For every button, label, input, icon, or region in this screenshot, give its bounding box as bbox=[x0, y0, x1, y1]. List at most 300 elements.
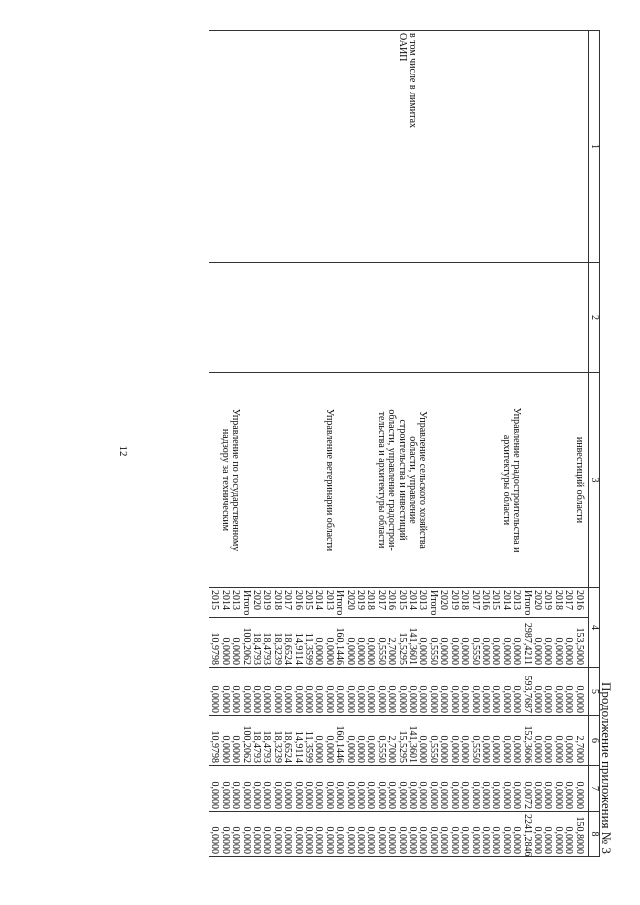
cell-year: 2019 bbox=[448, 588, 458, 618]
cell-col-5: 0,0000 bbox=[480, 668, 490, 716]
cell-col-8: 0,0000 bbox=[355, 812, 365, 857]
cell-col-3 bbox=[448, 373, 458, 588]
cell-col-8: 0,0000 bbox=[375, 812, 385, 857]
cell-col-6: 18,4793 bbox=[261, 716, 271, 766]
cell-col-6: 18,6524 bbox=[282, 716, 292, 766]
budget-table bbox=[209, 30, 600, 857]
cell-year: 2016 bbox=[573, 588, 583, 618]
cell-col-5: 0,0000 bbox=[511, 668, 521, 716]
cell-col-3 bbox=[552, 373, 562, 588]
cell-total: 10,9798 bbox=[209, 618, 219, 668]
cell-col-6: 15,5295 bbox=[396, 716, 406, 766]
cell-col-7: 0,0000 bbox=[365, 766, 375, 812]
cell-total: 18,3239 bbox=[271, 618, 281, 668]
cell-col-8: 0,0000 bbox=[396, 812, 406, 857]
cell-col-5: 0,0000 bbox=[448, 668, 458, 716]
cell-col-7: 0,0072 bbox=[521, 766, 531, 812]
cell-col-2 bbox=[313, 263, 323, 373]
cell-col-1 bbox=[251, 31, 261, 263]
cell-col-2 bbox=[344, 263, 354, 373]
cell-col-7: 0,0000 bbox=[386, 766, 396, 812]
header-col-2: 2 bbox=[588, 263, 599, 373]
cell-col-1 bbox=[428, 31, 438, 263]
cell-col-8: 0,0000 bbox=[282, 812, 292, 857]
cell-col-5: 0,0000 bbox=[303, 668, 313, 716]
cell-total: 0,0000 bbox=[438, 618, 448, 668]
cell-total: 0,0000 bbox=[490, 618, 500, 668]
cell-col-5: 0,0000 bbox=[438, 668, 448, 716]
cell-year: Итого bbox=[428, 588, 438, 618]
table-row bbox=[480, 31, 490, 857]
table-row bbox=[209, 31, 219, 857]
cell-col-5: 0,0000 bbox=[375, 668, 385, 716]
cell-total: 2987,4211 bbox=[521, 618, 531, 668]
cell-col-1 bbox=[563, 31, 573, 263]
cell-col-2 bbox=[511, 263, 521, 373]
cell-col-6: 0,5550 bbox=[375, 716, 385, 766]
cell-col-7: 0,0000 bbox=[355, 766, 365, 812]
cell-col-5: 0,0000 bbox=[490, 668, 500, 716]
cell-year: 2013 bbox=[323, 588, 333, 618]
header-col-6: 6 bbox=[588, 716, 599, 766]
cell-col-8: 0,0000 bbox=[365, 812, 375, 857]
cell-col-8: 0,0000 bbox=[344, 812, 354, 857]
cell-year: 2013 bbox=[230, 588, 240, 618]
cell-col-7: 0,0000 bbox=[251, 766, 261, 812]
cell-total: 0,0000 bbox=[417, 618, 427, 668]
cell-total: 0,0000 bbox=[542, 618, 552, 668]
cell-col-8: 0,0000 bbox=[542, 812, 552, 857]
cell-col-7: 0,0000 bbox=[480, 766, 490, 812]
cell-col-2 bbox=[282, 263, 292, 373]
cell-year: 2020 bbox=[532, 588, 542, 618]
cell-year: 2018 bbox=[552, 588, 562, 618]
cell-col-7: 0,0000 bbox=[334, 766, 344, 812]
table-row bbox=[292, 31, 302, 857]
table-row bbox=[219, 31, 229, 857]
cell-total: 160,1446 bbox=[334, 618, 344, 668]
cell-col-5: 0,0000 bbox=[386, 668, 396, 716]
cell-total: 0,0000 bbox=[552, 618, 562, 668]
table-row bbox=[261, 31, 271, 857]
cell-col-2 bbox=[303, 263, 313, 373]
cell-col-7: 0,0000 bbox=[417, 766, 427, 812]
cell-col-8: 0,0000 bbox=[563, 812, 573, 857]
cell-col-3 bbox=[365, 373, 375, 588]
cell-col-5: 0,0000 bbox=[334, 668, 344, 716]
cell-col-1 bbox=[240, 31, 250, 263]
cell-col-3: инвестиций области bbox=[573, 373, 583, 588]
cell-col-1 bbox=[323, 31, 333, 263]
cell-total: 0,0000 bbox=[500, 618, 510, 668]
cell-col-5: 0,0000 bbox=[563, 668, 573, 716]
cell-year: 2020 bbox=[344, 588, 354, 618]
cell-col-2 bbox=[500, 263, 510, 373]
cell-col-2 bbox=[542, 263, 552, 373]
cell-col-2 bbox=[230, 263, 240, 373]
cell-col-1: в том числе в лимитах bbox=[407, 31, 417, 263]
cell-col-6: 0,0000 bbox=[552, 716, 562, 766]
table-row bbox=[240, 31, 250, 857]
table-row bbox=[230, 31, 240, 857]
cell-col-2 bbox=[459, 263, 469, 373]
cell-col-8: 0,0000 bbox=[334, 812, 344, 857]
table-header bbox=[588, 31, 599, 857]
cell-col-2 bbox=[386, 263, 396, 373]
cell-col-7: 0,0000 bbox=[407, 766, 417, 812]
table-row bbox=[334, 31, 344, 857]
cell-col-8: 0,0000 bbox=[511, 812, 521, 857]
cell-col-1 bbox=[459, 31, 469, 263]
cell-col-7: 0,0000 bbox=[448, 766, 458, 812]
cell-col-8: 0,0000 bbox=[261, 812, 271, 857]
cell-col-1 bbox=[375, 31, 385, 263]
cell-col-1 bbox=[230, 31, 240, 263]
cell-col-3 bbox=[251, 373, 261, 588]
cell-col-5: 0,0000 bbox=[219, 668, 229, 716]
cell-col-5: 0,0000 bbox=[355, 668, 365, 716]
cell-col-5: 0,0000 bbox=[282, 668, 292, 716]
cell-col-7: 0,0000 bbox=[313, 766, 323, 812]
cell-col-1 bbox=[219, 31, 229, 263]
cell-total: 18,6524 bbox=[282, 618, 292, 668]
cell-col-8: 150,8000 bbox=[573, 812, 583, 857]
cell-year: 2014 bbox=[500, 588, 510, 618]
cell-col-8: 0,0000 bbox=[459, 812, 469, 857]
table-row bbox=[469, 31, 479, 857]
cell-col-8: 0,0000 bbox=[448, 812, 458, 857]
cell-col-2 bbox=[490, 263, 500, 373]
cell-year: 2015 bbox=[209, 588, 219, 618]
cell-year: 2014 bbox=[313, 588, 323, 618]
cell-col-7: 0,0000 bbox=[542, 766, 552, 812]
table-row bbox=[511, 31, 521, 857]
cell-year: 2013 bbox=[511, 588, 521, 618]
cell-col-7: 0,0000 bbox=[271, 766, 281, 812]
cell-col-6: 2,7000 bbox=[573, 716, 583, 766]
cell-col-2 bbox=[573, 263, 583, 373]
cell-total: 0,5550 bbox=[375, 618, 385, 668]
cell-total: 0,0000 bbox=[355, 618, 365, 668]
cell-col-3: области, управление градострои- bbox=[386, 373, 396, 588]
cell-col-7: 0,0000 bbox=[240, 766, 250, 812]
table-row bbox=[563, 31, 573, 857]
cell-col-1 bbox=[365, 31, 375, 263]
header-col-5: 5 bbox=[588, 668, 599, 716]
table-row bbox=[355, 31, 365, 857]
cell-col-2 bbox=[428, 263, 438, 373]
cell-total: 14,9114 bbox=[292, 618, 302, 668]
cell-year: 2019 bbox=[355, 588, 365, 618]
cell-year: 2018 bbox=[459, 588, 469, 618]
cell-col-3: строительства и инвестиций bbox=[396, 373, 406, 588]
cell-col-7: 0,0000 bbox=[230, 766, 240, 812]
cell-col-3 bbox=[469, 373, 479, 588]
cell-col-2 bbox=[552, 263, 562, 373]
cell-col-7: 0,0000 bbox=[532, 766, 542, 812]
cell-year: 2017 bbox=[375, 588, 385, 618]
cell-col-8: 0,0000 bbox=[230, 812, 240, 857]
cell-col-1 bbox=[282, 31, 292, 263]
cell-col-6: 0,0000 bbox=[563, 716, 573, 766]
cell-col-1 bbox=[448, 31, 458, 263]
cell-col-5: 0,0000 bbox=[417, 668, 427, 716]
cell-col-8: 0,0000 bbox=[251, 812, 261, 857]
cell-col-6: 100,2062 bbox=[240, 716, 250, 766]
cell-col-7: 0,0000 bbox=[209, 766, 219, 812]
cell-col-5: 0,0000 bbox=[313, 668, 323, 716]
cell-col-7: 0,0000 bbox=[282, 766, 292, 812]
cell-col-7: 0,0000 bbox=[396, 766, 406, 812]
cell-col-1 bbox=[532, 31, 542, 263]
cell-col-6: 14,9114 bbox=[292, 716, 302, 766]
cell-col-3 bbox=[240, 373, 250, 588]
cell-col-2 bbox=[355, 263, 365, 373]
cell-col-2 bbox=[407, 263, 417, 373]
cell-col-8: 0,0000 bbox=[323, 812, 333, 857]
table-row bbox=[365, 31, 375, 857]
cell-col-7: 0,0000 bbox=[375, 766, 385, 812]
cell-col-3 bbox=[344, 373, 354, 588]
cell-col-3 bbox=[532, 373, 542, 588]
cell-col-2 bbox=[240, 263, 250, 373]
table-row bbox=[344, 31, 354, 857]
cell-col-7: 0,0000 bbox=[500, 766, 510, 812]
cell-col-8: 0,0000 bbox=[490, 812, 500, 857]
header-col-7: 7 bbox=[588, 766, 599, 812]
cell-total: 0,0000 bbox=[532, 618, 542, 668]
cell-total: 18,4793 bbox=[261, 618, 271, 668]
cell-col-6: 0,0000 bbox=[219, 716, 229, 766]
table-row bbox=[542, 31, 552, 857]
cell-total: 0,5550 bbox=[428, 618, 438, 668]
table-row bbox=[490, 31, 500, 857]
cell-col-1 bbox=[261, 31, 271, 263]
table-row bbox=[313, 31, 323, 857]
cell-col-6: 0,5550 bbox=[428, 716, 438, 766]
cell-year: 2014 bbox=[407, 588, 417, 618]
cell-col-3: Управление сельского хозяйства bbox=[417, 373, 427, 588]
cell-col-3: Управление ветеринарии области bbox=[323, 373, 333, 588]
cell-col-3 bbox=[282, 373, 292, 588]
cell-col-3 bbox=[355, 373, 365, 588]
cell-col-3 bbox=[542, 373, 552, 588]
cell-total: 100,2062 bbox=[240, 618, 250, 668]
cell-col-5: 0,0000 bbox=[344, 668, 354, 716]
cell-col-6: 0,0000 bbox=[323, 716, 333, 766]
cell-col-3: области, управление bbox=[407, 373, 417, 588]
cell-col-5: 0,0000 bbox=[469, 668, 479, 716]
cell-col-2 bbox=[417, 263, 427, 373]
cell-col-8: 0,0000 bbox=[271, 812, 281, 857]
cell-col-1 bbox=[344, 31, 354, 263]
header-col-8: 8 bbox=[588, 812, 599, 857]
cell-col-8: 0,0000 bbox=[480, 812, 490, 857]
table-row bbox=[438, 31, 448, 857]
cell-col-1 bbox=[303, 31, 313, 263]
cell-col-5: 0,0000 bbox=[542, 668, 552, 716]
cell-col-3: тельства и архитектуры области bbox=[375, 373, 385, 588]
cell-col-6: 18,3239 bbox=[271, 716, 281, 766]
cell-col-1 bbox=[552, 31, 562, 263]
cell-col-6: 160,1446 bbox=[334, 716, 344, 766]
cell-col-5: 0,0000 bbox=[396, 668, 406, 716]
cell-col-7: 0,0000 bbox=[459, 766, 469, 812]
cell-col-1 bbox=[500, 31, 510, 263]
cell-total: 18,4793 bbox=[251, 618, 261, 668]
table-row bbox=[375, 31, 385, 857]
cell-col-8: 0,0000 bbox=[417, 812, 427, 857]
cell-col-8: 0,0000 bbox=[500, 812, 510, 857]
cell-col-2 bbox=[375, 263, 385, 373]
cell-col-5: 0,0000 bbox=[365, 668, 375, 716]
cell-year: 2017 bbox=[563, 588, 573, 618]
cell-col-2 bbox=[480, 263, 490, 373]
cell-col-8: 0,0000 bbox=[386, 812, 396, 857]
cell-col-7: 0,0000 bbox=[323, 766, 333, 812]
cell-col-1 bbox=[573, 31, 583, 263]
cell-col-2 bbox=[334, 263, 344, 373]
cell-col-3: Управление по государственному bbox=[230, 373, 240, 588]
cell-col-2 bbox=[563, 263, 573, 373]
cell-col-7: 0,0000 bbox=[428, 766, 438, 812]
cell-col-1: ОАИП bbox=[396, 31, 406, 263]
cell-col-1 bbox=[271, 31, 281, 263]
cell-col-7: 0,0000 bbox=[303, 766, 313, 812]
cell-col-5: 0,0000 bbox=[209, 668, 219, 716]
cell-col-6: 0,0000 bbox=[313, 716, 323, 766]
cell-col-2 bbox=[209, 263, 219, 373]
cell-col-6: 0,0000 bbox=[532, 716, 542, 766]
page-number: 12 bbox=[117, 445, 129, 457]
cell-col-2 bbox=[448, 263, 458, 373]
cell-col-5: 0,0000 bbox=[532, 668, 542, 716]
cell-col-1 bbox=[313, 31, 323, 263]
cell-col-2 bbox=[261, 263, 271, 373]
cell-year: 2020 bbox=[251, 588, 261, 618]
cell-col-6: 0,0000 bbox=[355, 716, 365, 766]
table-row bbox=[500, 31, 510, 857]
cell-col-3 bbox=[303, 373, 313, 588]
table-row bbox=[282, 31, 292, 857]
cell-col-8: 0,0000 bbox=[469, 812, 479, 857]
cell-col-7: 0,0000 bbox=[469, 766, 479, 812]
cell-col-6: 0,0000 bbox=[459, 716, 469, 766]
table-row bbox=[271, 31, 281, 857]
table-row bbox=[417, 31, 427, 857]
table-row bbox=[323, 31, 333, 857]
cell-col-1 bbox=[469, 31, 479, 263]
cell-year: 2016 bbox=[292, 588, 302, 618]
table-row bbox=[386, 31, 396, 857]
cell-col-3: архитектуры области bbox=[500, 373, 510, 588]
cell-year: 2014 bbox=[219, 588, 229, 618]
table-row bbox=[521, 31, 531, 857]
cell-total: 0,0000 bbox=[480, 618, 490, 668]
cell-year: 2016 bbox=[386, 588, 396, 618]
cell-col-6: 0,0000 bbox=[511, 716, 521, 766]
cell-year: 2017 bbox=[282, 588, 292, 618]
cell-col-5: 0,0000 bbox=[459, 668, 469, 716]
cell-col-8: 0,0000 bbox=[532, 812, 542, 857]
cell-year: Итого bbox=[521, 588, 531, 618]
cell-col-6: 11,3599 bbox=[303, 716, 313, 766]
cell-col-5: 0,0000 bbox=[292, 668, 302, 716]
cell-col-6: 10,9798 bbox=[209, 716, 219, 766]
table-row bbox=[552, 31, 562, 857]
cell-col-7: 0,0000 bbox=[261, 766, 271, 812]
table-row bbox=[459, 31, 469, 857]
cell-col-1 bbox=[209, 31, 219, 263]
cell-col-3 bbox=[271, 373, 281, 588]
cell-col-5: 0,0000 bbox=[323, 668, 333, 716]
cell-col-6: 0,0000 bbox=[365, 716, 375, 766]
cell-col-6: 2,7000 bbox=[386, 716, 396, 766]
cell-col-6: 18,4793 bbox=[251, 716, 261, 766]
cell-col-5: 0,0000 bbox=[407, 668, 417, 716]
cell-col-5: 0,0000 bbox=[552, 668, 562, 716]
cell-col-7: 0,0000 bbox=[219, 766, 229, 812]
cell-year: 2020 bbox=[438, 588, 448, 618]
cell-total: 0,0000 bbox=[459, 618, 469, 668]
cell-col-3: надзору за техническим bbox=[219, 373, 229, 588]
cell-col-7: 0,0000 bbox=[573, 766, 583, 812]
cell-col-3 bbox=[292, 373, 302, 588]
cell-col-6: 0,0000 bbox=[500, 716, 510, 766]
table-body bbox=[209, 31, 588, 857]
cell-col-1 bbox=[542, 31, 552, 263]
cell-col-7: 0,0000 bbox=[438, 766, 448, 812]
cell-col-1 bbox=[386, 31, 396, 263]
cell-year: 2018 bbox=[365, 588, 375, 618]
cell-year: 2015 bbox=[490, 588, 500, 618]
cell-col-1 bbox=[480, 31, 490, 263]
cell-total: 2,7000 bbox=[386, 618, 396, 668]
cell-year: 2019 bbox=[261, 588, 271, 618]
table-row bbox=[573, 31, 583, 857]
cell-col-3 bbox=[521, 373, 531, 588]
cell-col-3: Управление градостроительства и bbox=[511, 373, 521, 588]
cell-col-1 bbox=[334, 31, 344, 263]
header-col-3: 3 bbox=[588, 373, 599, 588]
cell-total: 0,0000 bbox=[365, 618, 375, 668]
cell-col-8: 0,0000 bbox=[438, 812, 448, 857]
cell-col-5: 0,0000 bbox=[240, 668, 250, 716]
table-row bbox=[532, 31, 542, 857]
cell-col-7: 0,0000 bbox=[552, 766, 562, 812]
cell-col-6: 141,3601 bbox=[407, 716, 417, 766]
cell-col-7: 0,0000 bbox=[344, 766, 354, 812]
table-row bbox=[251, 31, 261, 857]
cell-col-7: 0,0000 bbox=[511, 766, 521, 812]
cell-col-3 bbox=[334, 373, 344, 588]
cell-col-1 bbox=[355, 31, 365, 263]
cell-total: 141,3601 bbox=[407, 618, 417, 668]
header-col-1: 1 bbox=[588, 31, 599, 263]
cell-col-7: 0,0000 bbox=[490, 766, 500, 812]
cell-col-6: 0,0000 bbox=[417, 716, 427, 766]
table-row bbox=[428, 31, 438, 857]
cell-col-6: 0,0000 bbox=[542, 716, 552, 766]
cell-year: 2016 bbox=[480, 588, 490, 618]
cell-col-1 bbox=[292, 31, 302, 263]
cell-total: 0,0000 bbox=[323, 618, 333, 668]
cell-col-7: 0,0000 bbox=[563, 766, 573, 812]
cell-col-2 bbox=[365, 263, 375, 373]
cell-year: Итого bbox=[334, 588, 344, 618]
cell-col-6: 0,5550 bbox=[469, 716, 479, 766]
cell-col-2 bbox=[396, 263, 406, 373]
